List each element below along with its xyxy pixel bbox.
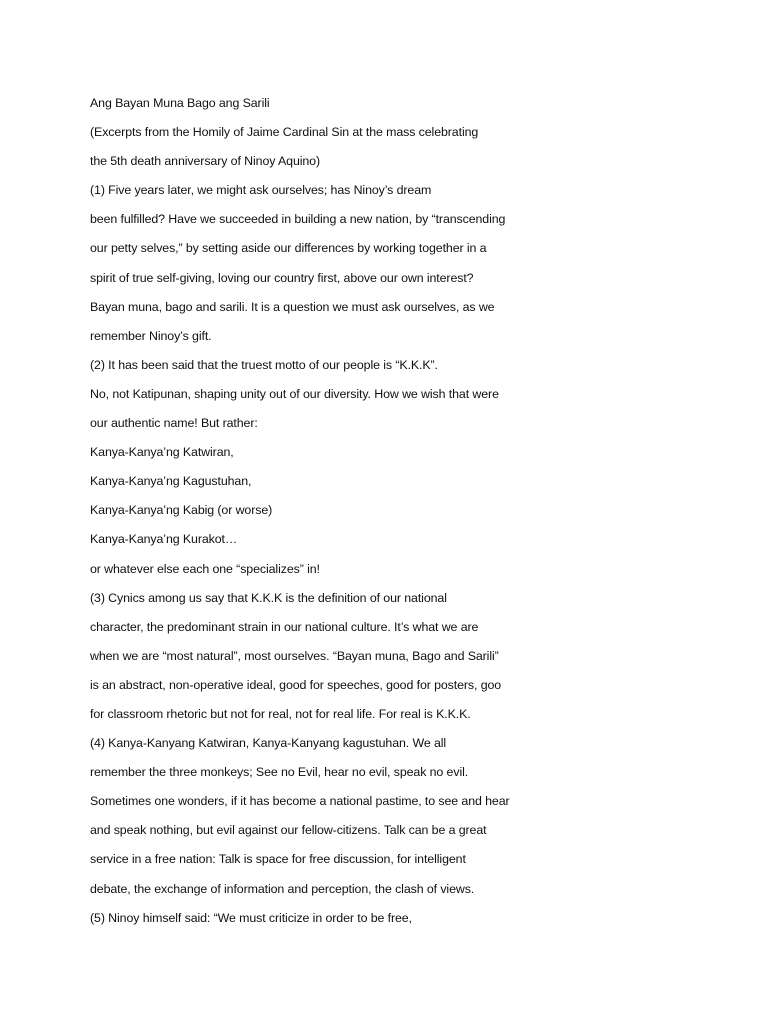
paragraph-line: character, the predominant strain in our national culture. It’s what we are: [90, 619, 479, 634]
paragraph-line: our authentic name! But rather:: [90, 416, 258, 431]
document-body: [90, 89, 730, 933]
subtitle-line: the 5th death anniversary of Ninoy Aquino): [90, 154, 320, 169]
paragraph-line: for classroom rhetoric but not for real, not for real life. For real is K.K.K.: [90, 706, 471, 721]
paragraph-line: service in a free nation: Talk is space for free discussion, for intelligent: [90, 852, 466, 867]
paragraph-line: (3) Cynics among us say that K.K.K is the definition of our national: [90, 590, 447, 605]
paragraph-line: (4) Kanya-Kanyang Katwiran, Kanya-Kanyang kagustuhan. We all: [90, 736, 447, 751]
paragraph-line: spirit of true self-giving, loving our country first, above our own interest?: [90, 270, 474, 285]
subtitle-line: (Excerpts from the Homily of Jaime Cardinal Sin at the mass celebrating: [90, 125, 479, 140]
paragraph-line: Sometimes one wonders, if it has become a national pastime, to see and hear: [90, 794, 510, 809]
document-title: Ang Bayan Muna Bago ang Sarili: [90, 96, 270, 110]
list-line: Kanya-Kanya’ng Kabig (or worse): [90, 503, 273, 518]
paragraph-line: remember Ninoy’s gift.: [90, 328, 212, 343]
paragraph-line: (5) Ninoy himself said: “We must criticize in order to be free,: [90, 910, 412, 925]
paragraph-line: Bayan muna, bago and sarili. It is a question we must ask ourselves, as we: [90, 299, 495, 314]
list-line: Kanya-Kanya’ng Kagustuhan,: [90, 474, 252, 489]
paragraph-line: No, not Katipunan, shaping unity out of our diversity. How we wish that were: [90, 386, 499, 401]
paragraph-line: debate, the exchange of information and perception, the clash of views.: [90, 881, 475, 896]
list-line: Kanya-Kanya’ng Kurakot…: [90, 532, 238, 547]
paragraph-line: when we are “most natural”, most ourselves. “Bayan muna, Bago and Sarili”: [90, 648, 499, 663]
paragraph-line: (1) Five years later, we might ask ourselves; has Ninoy’s dream: [90, 183, 432, 198]
paragraph-line: our petty selves,” by setting aside our differences by working together in a: [90, 241, 487, 256]
paragraph-line: remember the three monkeys; See no Evil, hear no evil, speak no evil.: [90, 765, 469, 780]
list-line: Kanya-Kanya’ng Katwiran,: [90, 445, 234, 460]
paragraph-line: (2) It has been said that the truest motto of our people is “K.K.K”.: [90, 357, 438, 372]
paragraph-line: or whatever else each one “specializes” in!: [90, 561, 320, 576]
paragraph-line: and speak nothing, but evil against our fellow-citizens. Talk can be a great: [90, 823, 487, 838]
paragraph-line: is an abstract, non-operative ideal, good for speeches, good for posters, goo: [90, 677, 502, 692]
paragraph-line: been fulfilled? Have we succeeded in building a new nation, by “transcending: [90, 212, 506, 227]
